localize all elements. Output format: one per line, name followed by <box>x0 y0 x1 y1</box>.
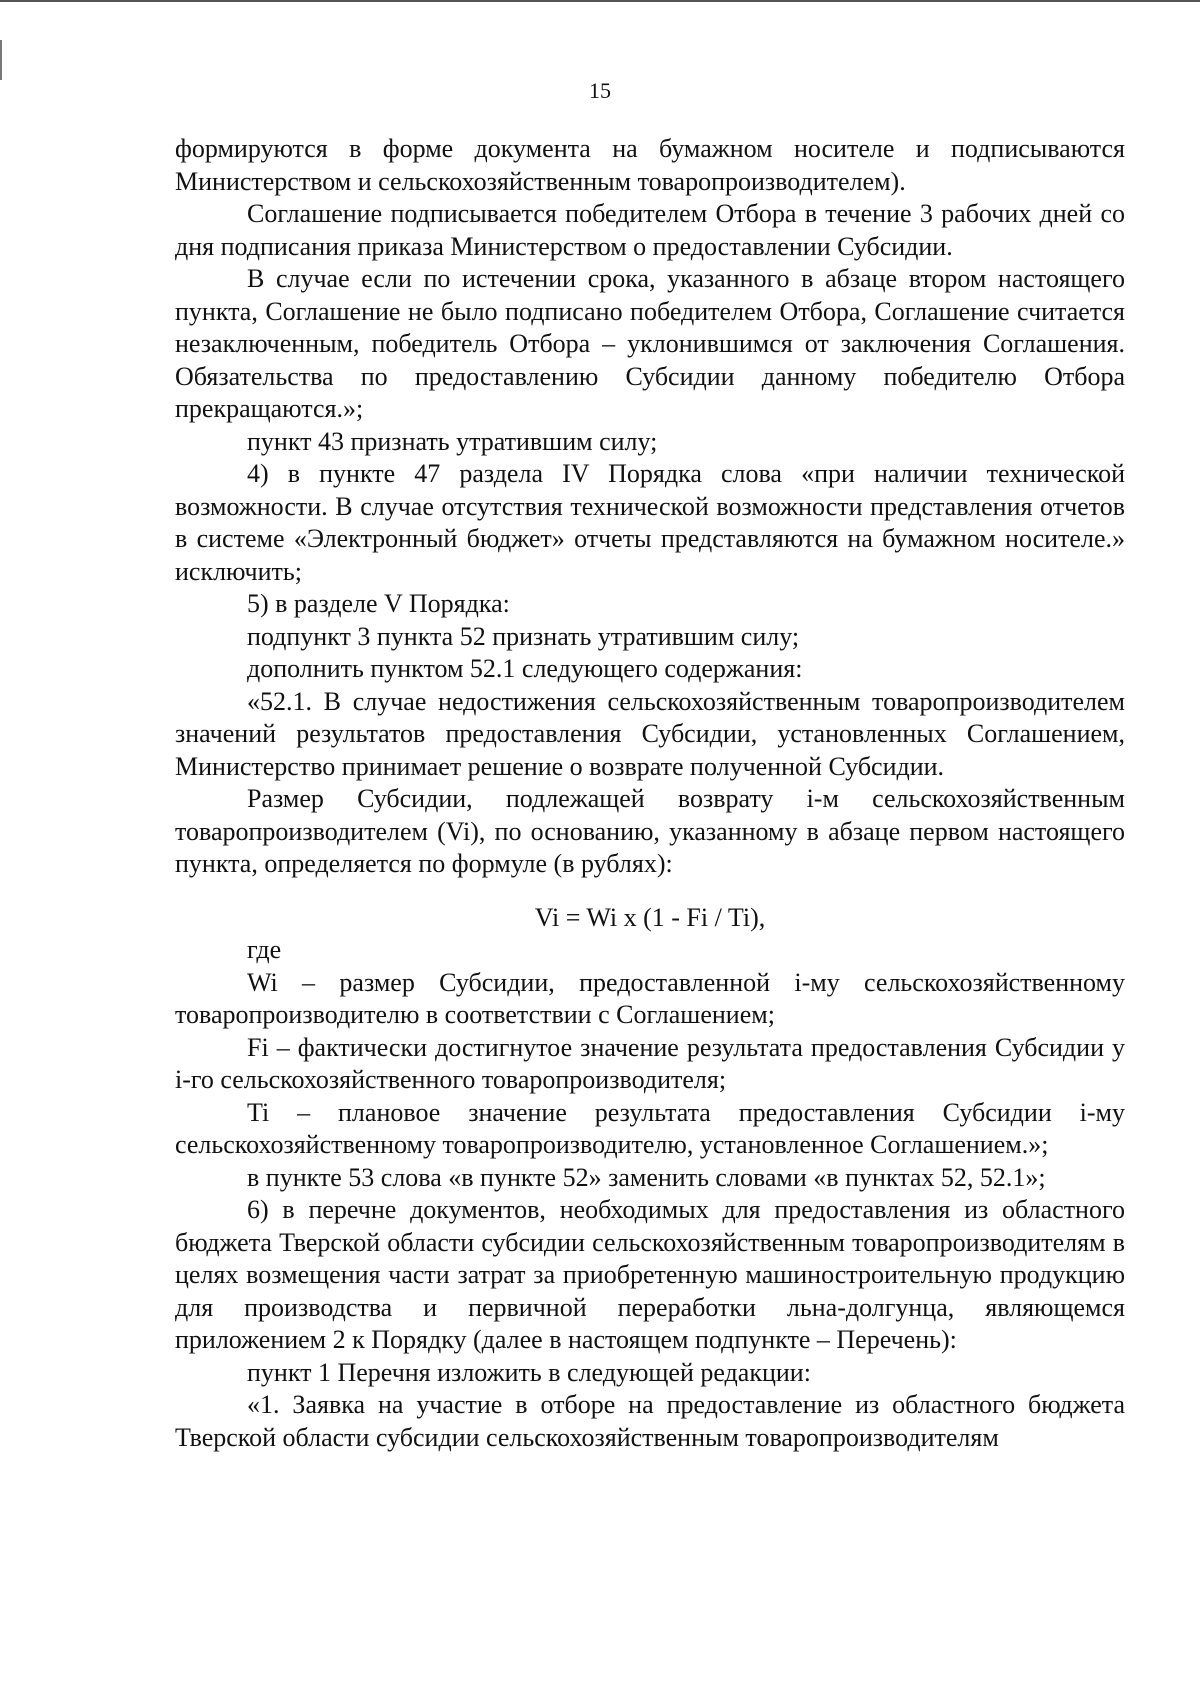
paragraph: В случае если по истечении срока, указанного в абзаце втором настоящего пункта, Соглашение не было подписано победителем Отбора, Соглашение считается незаключенным, победитель Отбора – уклонившимся от заключения Соглашения. Обязательства по предоставлению Субсидии данному победителю Отбора прекращаются.»; <box>175 264 1125 423</box>
paragraph: 6) в перечне документов, необходимых для предоставления из областного бюджета Тверской области субсидии сельскохозяйственным товаропроизводителям в целях возмещения части затрат за приобретенную машиностроительную продукцию для производства и первичной переработки льна-долгунца, являющемся приложением 2 к Порядку (далее в настоящем подпункте – Перечень): <box>175 1195 1125 1354</box>
paragraph: «52.1. В случае недостижения сельскохозяйственным товаропроизводителем значений результатов предоставления Субсидии, установленных Соглашением, Министерство принимает решение о возврате полученной Субсидии. <box>175 686 1125 781</box>
paragraph: пункт 1 Перечня изложить в следующей редакции: <box>247 1357 811 1387</box>
paragraph: дополнить пунктом 52.1 следующего содержания: <box>247 654 803 683</box>
paragraph: пункт 43 признать утратившим силу; <box>247 426 658 456</box>
definition: Fi – фактически достигнутое значение результата предоставления Субсидии у i-го сельскохозяйственного товаропроизводителя; <box>175 1032 1125 1094</box>
page-number: 15 <box>589 78 611 103</box>
formula: Vi = Wi x (1 - Fi / Ti), <box>534 902 766 932</box>
paragraph: формируются в форме документа на бумажном носителе и подписываются Министерством и сельскохозяйственным товаропроизводителем). <box>175 134 1125 196</box>
scan-top-edge <box>0 0 1200 2</box>
paragraph: 5) в разделе V Порядка: <box>247 589 510 618</box>
where-label: где <box>247 935 282 964</box>
document-body <box>175 133 1125 1454</box>
paragraph: 4) в пункте 47 раздела IV Порядка слова «при наличии технической возможности. В случае отсутствия технической возможности представления отчетов в системе «Электронный бюджет» отчеты представляются на бумажном носителе.» исключить; <box>175 459 1125 586</box>
paragraph: Соглашение подписывается победителем Отбора в течение 3 рабочих дней со дня подписания приказа Министерством о предоставлении Субсидии. <box>175 199 1125 261</box>
scan-left-mark <box>0 40 2 80</box>
definition: Wi – размер Субсидии, предоставленной i-му сельскохозяйственному товаропроизводителю в соответствии с Соглашением; <box>175 967 1125 1029</box>
paragraph: подпункт 3 пункта 52 признать утратившим силу; <box>247 621 800 651</box>
paragraph: «1. Заявка на участие в отборе на предоставление из областного бюджета Тверской области субсидии сельскохозяйственным товаропроизводителям <box>175 1390 1125 1452</box>
paragraph: в пункте 53 слова «в пункте 52» заменить словами «в пунктах 52, 52.1»; <box>247 1162 1046 1192</box>
paragraph: Размер Субсидии, подлежащей возврату i-м сельскохозяйственным товаропроизводителем (Vi), по основанию, указанному в абзаце первом настоящего пункта, определяется по формуле (в рублях): <box>175 784 1125 878</box>
definition: Ti – плановое значение результата предоставления Субсидии i-му сельскохозяйственному товаропроизводителю, установленное Соглашением.»; <box>175 1097 1125 1159</box>
